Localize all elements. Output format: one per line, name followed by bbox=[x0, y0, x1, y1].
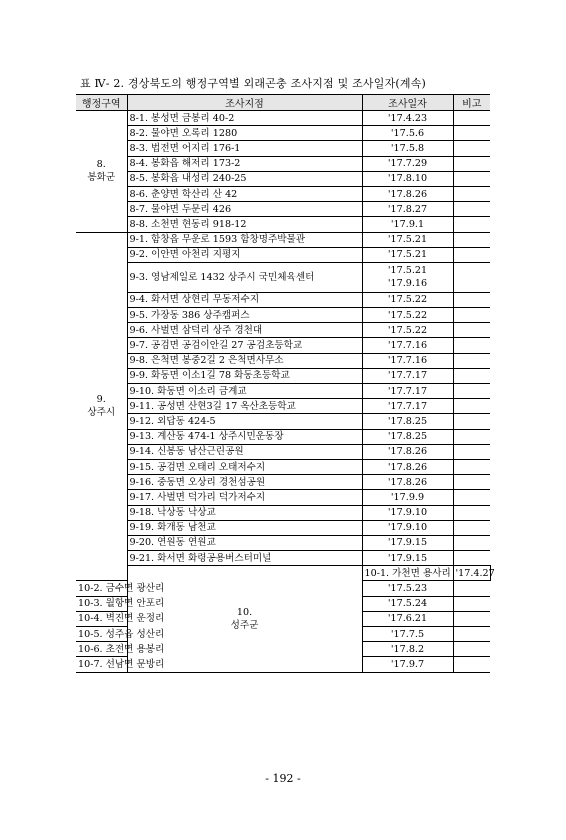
date-value: '17.5.22 bbox=[387, 324, 428, 336]
note-cell bbox=[453, 323, 490, 338]
date-cell bbox=[362, 611, 453, 626]
date-value: '17.7.17 bbox=[387, 385, 428, 397]
site-cell: 8-8. 소천면 현동리 918-12 bbox=[127, 217, 362, 232]
table-row bbox=[76, 490, 490, 505]
date-value: '17.9.10 bbox=[387, 507, 428, 519]
date-value: '17.9.10 bbox=[387, 522, 428, 534]
region-name: 상주시 bbox=[87, 407, 116, 419]
table-row bbox=[76, 459, 490, 474]
table-row bbox=[76, 429, 490, 444]
site-cell: 9-14. 신봉동 남산근린공원 bbox=[127, 444, 362, 459]
date-value: '17.8.26 bbox=[387, 461, 428, 473]
site-cell: 8-7. 물야면 두문리 426 bbox=[127, 202, 362, 217]
region-number: 8. bbox=[96, 159, 106, 171]
note-cell bbox=[453, 353, 490, 368]
date-value: '17.5.6 bbox=[390, 127, 425, 139]
site-cell: 8-5. 봉화읍 내성리 240-25 bbox=[127, 171, 362, 186]
date-cell bbox=[362, 459, 453, 474]
table-row bbox=[76, 551, 490, 566]
site-cell: 9-7. 공검면 공검이안길 27 공검초등학교 bbox=[127, 338, 362, 353]
date-cell bbox=[362, 171, 453, 186]
region-cell bbox=[76, 111, 127, 233]
date-value: '17.8.26 bbox=[387, 446, 428, 458]
date-value: '17.5.8 bbox=[390, 142, 425, 154]
site-cell: 9-18. 낙상동 낙상교 bbox=[127, 505, 362, 520]
table-row bbox=[76, 566, 490, 581]
date-value: '17.5.22 bbox=[387, 294, 428, 306]
note-cell bbox=[453, 338, 490, 353]
date-cell bbox=[362, 308, 453, 323]
site-cell: 9-8. 은척면 봉중2길 2 은척면사무소 bbox=[127, 353, 362, 368]
note-cell bbox=[453, 368, 490, 383]
date-value: '17.5.21 bbox=[387, 249, 428, 261]
site-cell: 8-2. 물야면 오록리 1280 bbox=[127, 126, 362, 141]
site-cell: 8-1. 봉성면 금봉리 40-2 bbox=[127, 111, 362, 126]
table-row bbox=[76, 353, 490, 368]
table-row bbox=[76, 292, 490, 307]
date-cell bbox=[362, 627, 453, 642]
note-cell bbox=[453, 429, 490, 444]
site-cell: 10-5. 성주읍 성산리 bbox=[76, 627, 127, 642]
header-date: 조사일자 bbox=[362, 95, 453, 111]
date-cell bbox=[362, 657, 453, 672]
table-body bbox=[76, 111, 495, 673]
date-value: '17.7.17 bbox=[387, 370, 428, 382]
survey-table bbox=[76, 94, 495, 673]
note-cell bbox=[453, 459, 490, 474]
date-value: '17.8.10 bbox=[387, 173, 428, 185]
site-cell: 9-17. 사벌면 덕가리 덕가저수지 bbox=[127, 490, 362, 505]
date-cell bbox=[362, 475, 453, 490]
table-row bbox=[76, 262, 490, 292]
site-cell: 10-1. 가천면 용사리 bbox=[362, 566, 453, 581]
date-value: '17.4.27 bbox=[455, 567, 495, 579]
region-cell bbox=[76, 232, 127, 581]
site-cell: 9-12. 외답동 424-5 bbox=[127, 414, 362, 429]
note-cell bbox=[453, 156, 490, 171]
site-cell: 9-9. 화동면 이소1길 78 화동초등학교 bbox=[127, 368, 362, 383]
date-value: '17.5.23 bbox=[387, 583, 428, 595]
header-row bbox=[76, 95, 490, 111]
table-row bbox=[76, 156, 490, 171]
date-cell bbox=[362, 292, 453, 307]
date-value: '17.9.15 bbox=[387, 552, 428, 564]
note-cell bbox=[453, 657, 490, 672]
site-cell: 8-3. 법전면 어지리 176-1 bbox=[127, 141, 362, 156]
date-value: '17.8.25 bbox=[387, 415, 428, 427]
date-cell bbox=[362, 232, 453, 247]
site-cell: 8-4. 봉화읍 해저리 173-2 bbox=[127, 156, 362, 171]
date-cell bbox=[362, 444, 453, 459]
date-cell bbox=[362, 642, 453, 657]
site-cell: 10-6. 초전면 용봉리 bbox=[76, 642, 127, 657]
date-cell bbox=[362, 323, 453, 338]
date-value: '17.9.15 bbox=[387, 537, 428, 549]
date-value: '17.8.26 bbox=[387, 476, 428, 488]
note-cell bbox=[453, 611, 490, 626]
site-cell: 9-16. 중동면 오상리 경천섬공원 bbox=[127, 475, 362, 490]
date-cell bbox=[362, 186, 453, 201]
date-cell bbox=[362, 368, 453, 383]
table-row bbox=[76, 232, 490, 247]
date-value: '17.7.5 bbox=[390, 628, 425, 640]
table-row bbox=[76, 475, 490, 490]
date-value: '17.6.21 bbox=[387, 613, 428, 625]
table-row bbox=[76, 384, 490, 399]
date-value: '17.7.29 bbox=[387, 158, 428, 170]
site-cell: 9-2. 이안면 아천리 지평지 bbox=[127, 247, 362, 262]
table-row bbox=[76, 126, 490, 141]
table-row bbox=[76, 338, 490, 353]
table-row bbox=[76, 368, 490, 383]
date-value: '17.8.27 bbox=[387, 203, 428, 215]
date-cell bbox=[362, 596, 453, 611]
note-cell bbox=[453, 414, 490, 429]
note-cell bbox=[453, 111, 490, 126]
page-number: - 192 - bbox=[265, 772, 301, 785]
note-cell bbox=[453, 520, 490, 535]
date-value: '17.8.26 bbox=[387, 188, 428, 200]
table-row bbox=[76, 247, 490, 262]
date-cell bbox=[362, 505, 453, 520]
note-cell bbox=[453, 399, 490, 414]
date-value: '17.9.1 bbox=[390, 218, 425, 230]
date-cell bbox=[362, 551, 453, 566]
table-row bbox=[76, 141, 490, 156]
date-cell bbox=[362, 414, 453, 429]
site-cell: 10-2. 금수면 광산리 bbox=[76, 581, 127, 596]
table-row bbox=[76, 308, 490, 323]
site-cell: 9-15. 공검면 오태리 오태저수지 bbox=[127, 459, 362, 474]
date-cell bbox=[362, 217, 453, 232]
table-row bbox=[76, 444, 490, 459]
date-cell bbox=[362, 247, 453, 262]
site-cell: 8-6. 춘양면 학산리 산 42 bbox=[127, 186, 362, 201]
date-cell bbox=[362, 338, 453, 353]
note-cell bbox=[453, 384, 490, 399]
note-cell bbox=[453, 308, 490, 323]
date-cell bbox=[362, 581, 453, 596]
date-cell bbox=[362, 535, 453, 550]
date-value: '17.8.25 bbox=[387, 431, 428, 443]
date-cell bbox=[362, 141, 453, 156]
date-cell bbox=[362, 262, 453, 292]
table-row bbox=[76, 217, 490, 232]
region-number: 10. bbox=[236, 606, 253, 618]
note-cell bbox=[453, 596, 490, 611]
note-cell bbox=[453, 126, 490, 141]
note-cell bbox=[453, 186, 490, 201]
note-cell bbox=[453, 475, 490, 490]
note-cell bbox=[453, 627, 490, 642]
header-site: 조사지점 bbox=[127, 95, 362, 111]
date-value: '17.9.9 bbox=[390, 491, 425, 503]
note-cell bbox=[453, 247, 490, 262]
site-cell: 10-4. 벽진면 운정리 bbox=[76, 611, 127, 626]
table-row bbox=[76, 186, 490, 201]
note-cell bbox=[453, 642, 490, 657]
table-row bbox=[76, 414, 490, 429]
date-value: '17.8.2 bbox=[390, 643, 425, 655]
note-cell bbox=[453, 490, 490, 505]
note-cell bbox=[453, 292, 490, 307]
date-value: '17.5.21 bbox=[387, 234, 428, 246]
date-cell bbox=[362, 429, 453, 444]
note-cell bbox=[453, 202, 490, 217]
note-cell bbox=[453, 551, 490, 566]
header-note: 비고 bbox=[453, 95, 490, 111]
date-cell bbox=[362, 384, 453, 399]
note-cell bbox=[453, 262, 490, 292]
table-row bbox=[76, 399, 490, 414]
site-cell: 9-21. 화서면 화령공용버스터미널 bbox=[127, 551, 362, 566]
note-cell bbox=[453, 535, 490, 550]
date-value: '17.5.22 bbox=[387, 309, 428, 321]
site-cell: 9-13. 계산동 474-1 상주시민운동장 bbox=[127, 429, 362, 444]
header-region: 행정구역 bbox=[76, 95, 127, 111]
note-cell bbox=[453, 444, 490, 459]
site-cell: 9-19. 화개동 남천교 bbox=[127, 520, 362, 535]
table-row bbox=[76, 535, 490, 550]
date-cell bbox=[362, 490, 453, 505]
table-row bbox=[76, 520, 490, 535]
date-value: '17.7.17 bbox=[387, 400, 428, 412]
note-cell bbox=[453, 217, 490, 232]
site-cell: 9-3. 영남제일로 1432 상주시 국민체육센터 bbox=[127, 262, 362, 292]
date-value: '17.4.23 bbox=[387, 112, 428, 124]
table-row bbox=[76, 171, 490, 186]
table-row bbox=[76, 505, 490, 520]
table-row bbox=[76, 202, 490, 217]
region-name: 봉화군 bbox=[87, 172, 116, 184]
note-cell bbox=[453, 505, 490, 520]
date-value: '17.5.21 bbox=[387, 265, 428, 277]
date-cell bbox=[362, 126, 453, 141]
date-value: '17.9.7 bbox=[390, 658, 425, 670]
site-cell: 9-20. 연원동 연원교 bbox=[127, 535, 362, 550]
site-cell: 9-5. 가장동 386 상주캠퍼스 bbox=[127, 308, 362, 323]
site-cell: 9-6. 사벌면 삼덕리 상주 경천대 bbox=[127, 323, 362, 338]
table-row bbox=[76, 323, 490, 338]
region-number: 9. bbox=[96, 394, 106, 406]
date-cell bbox=[362, 111, 453, 126]
site-cell: 9-11. 공성면 산현3길 17 옥산초등학교 bbox=[127, 399, 362, 414]
date-value: '17.7.16 bbox=[387, 355, 428, 367]
date-cell bbox=[362, 202, 453, 217]
site-cell: 9-10. 화동면 이소리 금계교 bbox=[127, 384, 362, 399]
date-cell bbox=[362, 353, 453, 368]
table-row bbox=[76, 111, 490, 126]
note-cell bbox=[453, 232, 490, 247]
date-value: '17.5.24 bbox=[387, 598, 428, 610]
date-cell bbox=[362, 399, 453, 414]
note-cell bbox=[453, 141, 490, 156]
site-cell: 9-4. 화서면 상현리 무동저수지 bbox=[127, 292, 362, 307]
note-cell bbox=[453, 581, 490, 596]
date-value: '17.9.16 bbox=[387, 278, 428, 290]
site-cell: 10-3. 월항면 안포리 bbox=[76, 596, 127, 611]
date-cell bbox=[362, 520, 453, 535]
site-cell: 10-7. 선남면 문방리 bbox=[76, 657, 127, 672]
note-cell bbox=[453, 171, 490, 186]
region-name: 성주군 bbox=[230, 619, 259, 631]
date-cell bbox=[362, 156, 453, 171]
date-value: '17.7.16 bbox=[387, 340, 428, 352]
table-caption: 표 Ⅳ- 2. 경상북도의 행정구역별 외래곤충 조사지점 및 조사일자(계속) bbox=[80, 77, 427, 90]
site-cell: 9-1. 함창읍 무운로 1593 함창명주박물관 bbox=[127, 232, 362, 247]
date-cell bbox=[453, 566, 495, 581]
